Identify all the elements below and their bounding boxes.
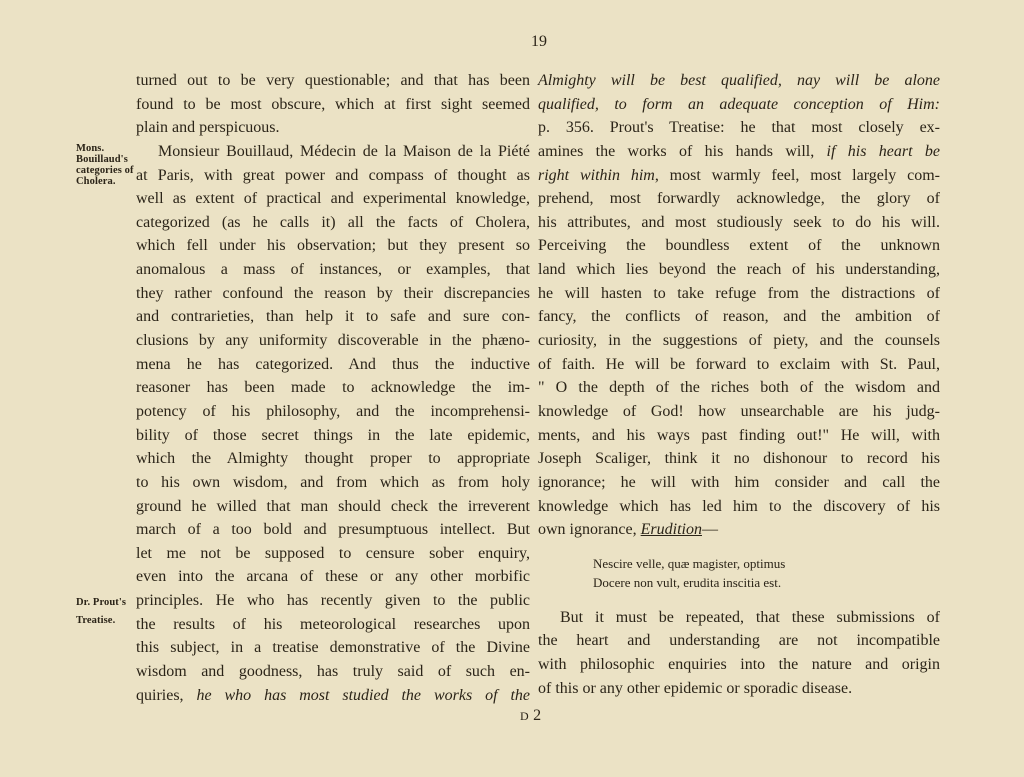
- text-line: which fell under his observation; but they present so: [136, 237, 530, 255]
- text-line: ground he willed that man should check the irreverent: [136, 497, 530, 515]
- text-line: principles. He who has recently given to the public: [136, 592, 530, 610]
- text-line: of faith. He will be forward to exclaim with St. Paul,: [538, 355, 940, 373]
- margin-note-line: Bouillaud's: [76, 154, 128, 165]
- text-run-italic: Erudition: [640, 521, 702, 539]
- text-line: [538, 518, 940, 542]
- margin-note-bouillaud: [76, 143, 134, 187]
- margin-note-line: Mons.: [76, 143, 105, 154]
- signature-mark: [520, 707, 541, 725]
- text-line: land which lies beyond the reach of his understanding,: [538, 261, 940, 279]
- text-line: knowledge which has led him to the discovery of his: [538, 497, 940, 515]
- text-line: march of a too bold and presumptuous intellect. But: [136, 521, 530, 539]
- text-line: But it must be repeated, that these submissions of: [560, 608, 940, 626]
- text-line: which the Almighty thought proper to appropriate: [136, 450, 530, 468]
- quote-line: Docere non vult, erudita inscitia est.: [593, 574, 782, 590]
- text-line: plain and perspicuous.: [136, 119, 280, 137]
- text-line: ignorance; he will with him consider and call the: [538, 473, 940, 491]
- latin-quote: [538, 554, 940, 592]
- text-line: his attributes, and most studiously seek to do his will.: [538, 213, 940, 231]
- signature-letter: D: [520, 709, 530, 723]
- signature-number: 2: [533, 707, 542, 724]
- left-column: [136, 69, 530, 707]
- text-run-italic: right within him: [538, 166, 655, 184]
- text-run-italic: he who has most studied the works of the: [196, 686, 530, 704]
- text-line: p. 356. Prout's Treatise: he that most closely ex-: [538, 119, 940, 137]
- right-column: [538, 69, 940, 700]
- text-line: Almighty will be best qualified, nay will be alone: [538, 72, 940, 89]
- text-line: anomalous a mass of instances, or examples, that: [136, 261, 530, 279]
- text-run: , most warmly feel, most largely com-: [654, 166, 941, 184]
- text-line: Monsieur Bouillaud, Médecin de la Maison de la Piété: [158, 142, 530, 160]
- text-line: mena he has categorized. And thus the inductive: [136, 355, 530, 373]
- margin-note-prout: [76, 597, 126, 626]
- text-run: own ignorance,: [538, 521, 641, 539]
- text-line: [538, 140, 940, 164]
- text-line: even into the arcana of these or any other morbific: [136, 568, 530, 586]
- text-line: well as extent of practical and experimental knowledge,: [136, 190, 530, 208]
- text-line: bility of those secret things in the late epidemic,: [136, 426, 530, 444]
- margin-note-line: Dr. Prout's: [76, 597, 127, 608]
- text-line: Joseph Scaliger, think it no dishonour to record his: [538, 450, 940, 468]
- text-line: the results of his meteorological researches upon: [136, 615, 530, 633]
- text-line: categorized (as he calls it) all the facts of Cholera,: [136, 213, 530, 231]
- text-line: wisdom and goodness, has truly said of such en-: [136, 663, 530, 681]
- margin-note-line: Cholera.: [76, 176, 116, 187]
- text-line: knowledge of God! how unsearchable are his judg-: [538, 402, 940, 420]
- text-line: clusions by any uniformity discoverable in the phæno-: [136, 332, 530, 350]
- text-line: found to be most obscure, which at first sight seemed: [136, 95, 530, 113]
- text-line: curiosity, in the suggestions of piety, and the counsels: [538, 332, 940, 350]
- text-line: prehend, most forwardly acknowledge, the glory of: [538, 190, 940, 208]
- text-line: to his own wisdom, and from which as from holy: [136, 473, 530, 491]
- text-line: this subject, in a treatise demonstrative of the Divine: [136, 639, 530, 657]
- text-line: qualified, to form an adequate conception of Him:: [538, 95, 940, 113]
- text-run: amines the works of his hands will,: [538, 142, 827, 160]
- text-line: the heart and understanding are not incompatible: [538, 632, 940, 650]
- text-line: fancy, the conflicts of reason, and the ambition of: [538, 308, 940, 326]
- text-line: and contrarieties, than help it to safe and sure con-: [136, 308, 530, 326]
- margin-note-line: categories of: [76, 165, 134, 176]
- text-line: turned out to be very questionable; and that has been: [136, 72, 530, 89]
- text-run: —: [701, 521, 718, 539]
- margin-note-line: Treatise.: [76, 615, 116, 626]
- text-line: " O the depth of the riches both of the wisdom and: [538, 379, 940, 397]
- text-line: Perceiving the boundless extent of the unknown: [538, 237, 940, 255]
- text-run-italic: if his heart be: [826, 142, 940, 160]
- text-line: reasoner has been made to acknowledge the im-: [136, 379, 530, 397]
- text-line: at Paris, with great power and compass of thought as: [136, 166, 530, 184]
- text-line: he will hasten to take refuge from the distractions of: [538, 284, 940, 302]
- text-line: ments, and his ways past finding out!" He will, with: [538, 426, 940, 444]
- page-number: 19: [531, 33, 547, 50]
- text-line: with philosophic enquiries into the nature and origin: [538, 656, 940, 674]
- text-line: they rather confound the reason by their discrepancies: [136, 284, 530, 302]
- text-line: of this or any other epidemic or sporadic disease.: [538, 679, 853, 697]
- text-line: let me not be supposed to censure sober enquiry,: [136, 544, 530, 562]
- text-line: potency of his philosophy, and the incomprehensi-: [136, 402, 530, 420]
- text-run: quiries,: [136, 686, 197, 704]
- text-line: [538, 164, 940, 188]
- text-line: [136, 684, 530, 708]
- quote-line: Nescire velle, quæ magister, optimus: [593, 555, 786, 571]
